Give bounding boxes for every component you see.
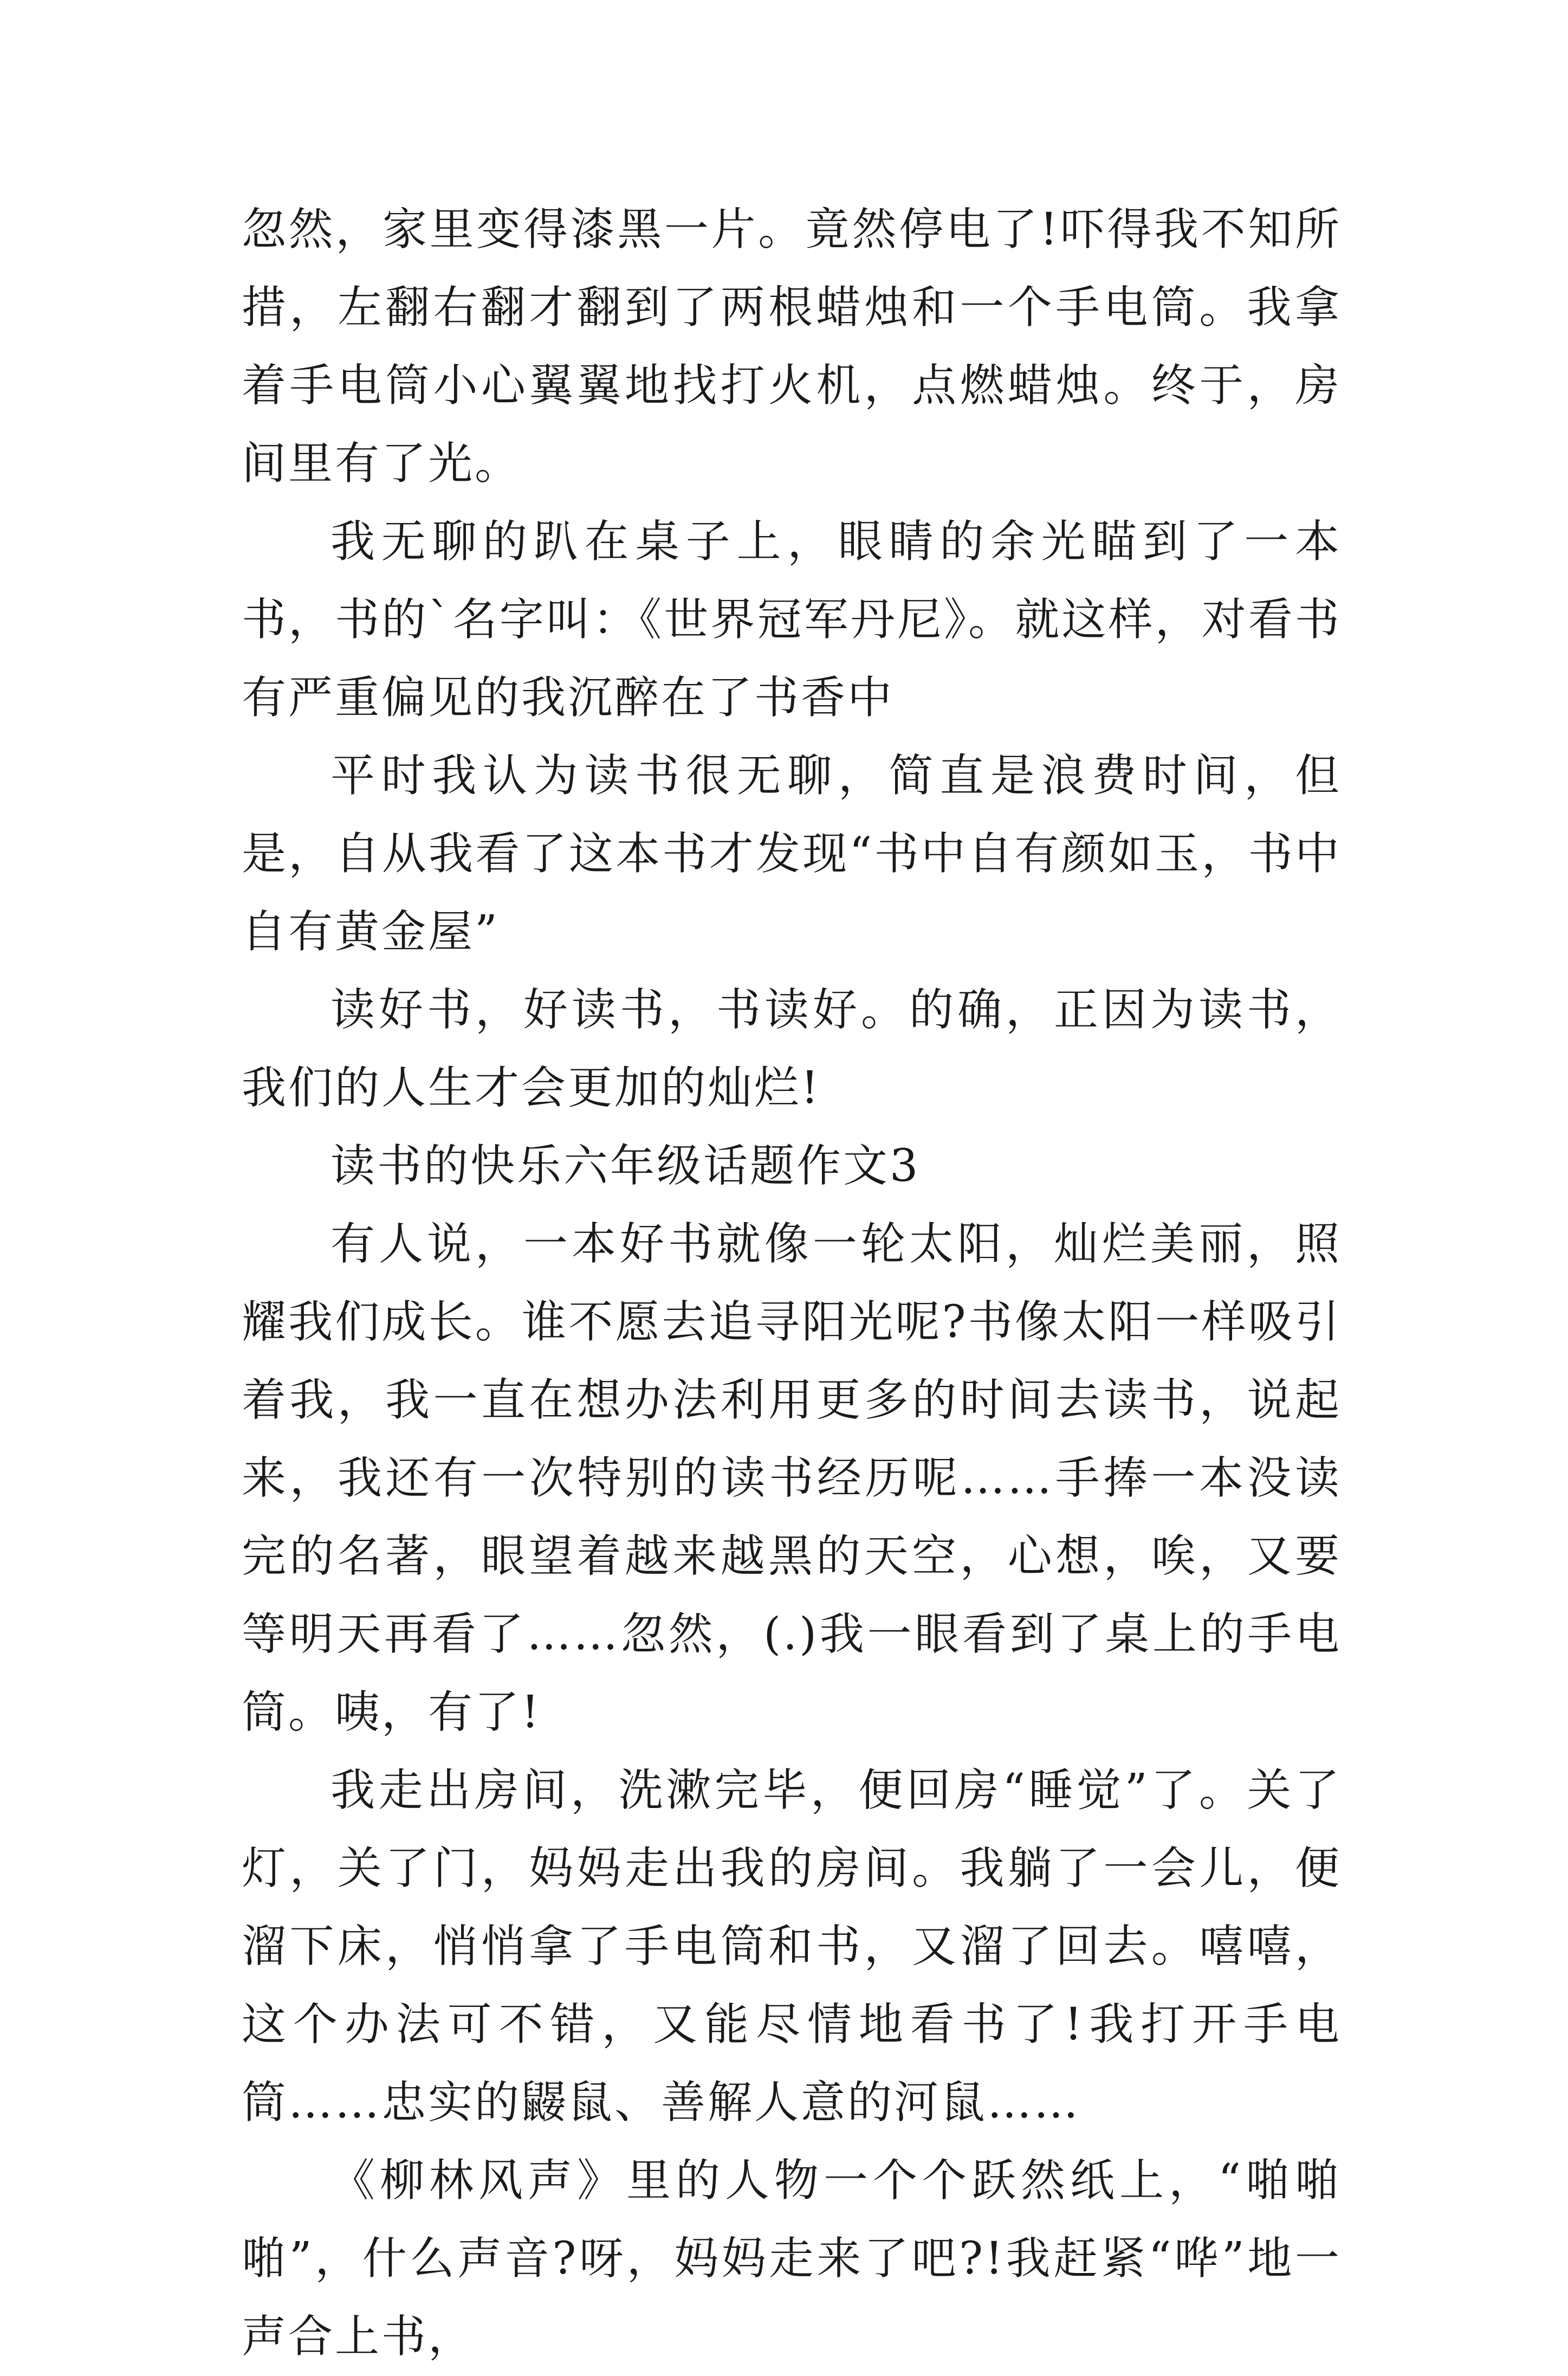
paragraph-3: 平时我认为读书很无聊，简直是浪费时间，但是，自从我看了这本书才发现“书中自有颜如玉，书中自有黄金屋” bbox=[242, 750, 1342, 958]
document-body bbox=[242, 191, 1342, 2376]
paragraph-6: 我走出房间，洗漱完毕，便回房“睡觉”了。关了灯，关了门，妈妈走出我的房间。我躺了一会儿，便溜下床，悄悄拿了手电筒和书，又溜了回去。嘻嘻，这个办法可不错，又能尽情地看书了!我打开手电筒……忠实的鼹鼠、善解人意的河鼠…… bbox=[242, 1765, 1342, 2128]
paragraph-1: 忽然，家里变得漆黑一片。竟然停电了!吓得我不知所措，左翻右翻才翻到了两根蜡烛和一个手电筒。我拿着手电筒小心翼翼地找打火机，点燃蜡烛。终于，房间里有了光。 bbox=[242, 204, 1342, 489]
paragraph-7: 《柳林风声》里的人物一个个跃然纸上，“啪啪啪”，什么声音?呀，妈妈走来了吧?!我赶紧“哗”地一声合上书， bbox=[242, 2155, 1342, 2362]
paragraph-2: 我无聊的趴在桌子上，眼睛的余光瞄到了一本书，书的`名字叫：《世界冠军丹尼》。就这样，对看书有严重偏见的我沉醉在了书香中 bbox=[242, 516, 1342, 724]
section-heading: 读书的快乐六年级话题作文3 bbox=[331, 1140, 921, 1192]
paragraph-4: 读好书，好读书，书读好。的确，正因为读书，我们的人生才会更加的灿烂! bbox=[242, 984, 1342, 1114]
paragraph-5: 有人说，一本好书就像一轮太阳，灿烂美丽，照耀我们成长。谁不愿去追寻阳光呢?书像太阳一样吸引着我，我一直在想办法利用更多的时间去读书，说起来，我还有一次特别的读书经历呢……手捧一本没读完的名著，眼望着越来越黑的天空，心想，唉，又要等明天再看了……忽然，(.)我一眼看到了桌上的手电筒。咦，有了! bbox=[242, 1218, 1342, 1738]
